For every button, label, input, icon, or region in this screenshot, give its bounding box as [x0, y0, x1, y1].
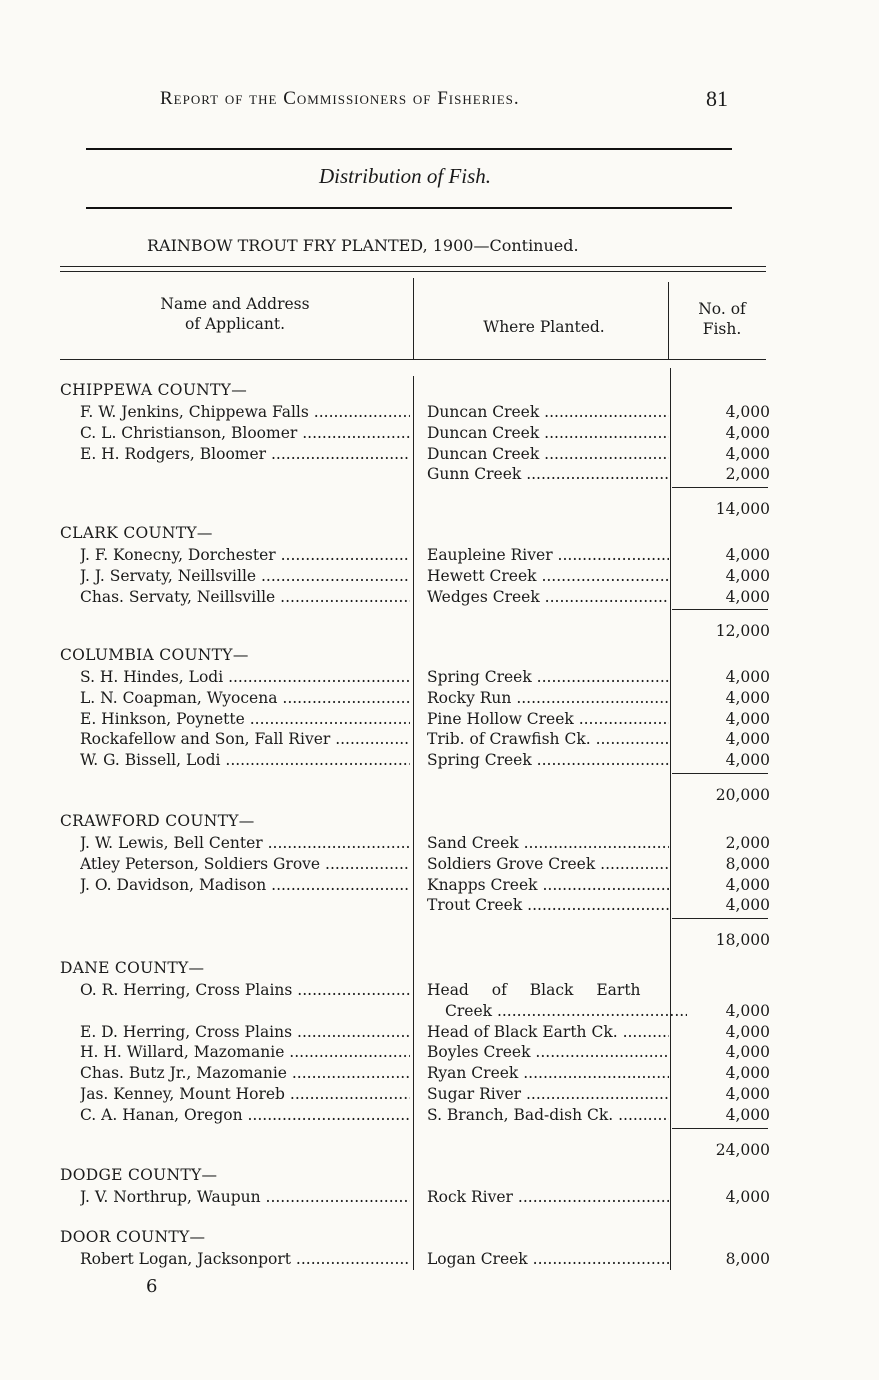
fish-count: 4,000 [725, 1188, 770, 1206]
planting-location-text: Head of Black Earth Ck. [427, 1022, 618, 1041]
county-total: 12,000 [715, 622, 770, 641]
planting-location [427, 1105, 669, 1125]
applicant-name-text: W. G. Bissell, Lodi [80, 751, 221, 770]
planting-location-text: Sugar River [427, 1085, 522, 1103]
fish-count: 4,000 [725, 444, 770, 463]
table-top-rule [60, 266, 766, 267]
applicant-name [80, 1084, 410, 1104]
planting-location-text: Head of Black Earth [427, 981, 641, 999]
applicant-name-text: Jas. Kenney, Mount Horeb [80, 1085, 285, 1103]
planting-location [427, 1084, 669, 1104]
applicant-name-text: J. J. Servaty, Neillsville [80, 566, 257, 585]
running-header-title: Report of the Commissioners of Fisheries. [160, 88, 520, 109]
applicant-name-text: C. A. Hanan, Oregon [80, 1105, 243, 1124]
planting-location [427, 545, 669, 565]
applicant-name-text: E. D. Herring, Cross Plains [80, 1022, 293, 1041]
applicant-name [80, 1022, 410, 1042]
column-header-applicant-line1: Name and Address [160, 295, 310, 313]
planting-location-text: Wedges Creek [427, 587, 540, 606]
applicant-name-text: C. L. Christianson, Bloomer [80, 423, 298, 442]
county-heading: CHIPPEWA COUNTY— [60, 381, 248, 399]
fish-count: 4,000 [725, 1043, 770, 1062]
subtotal-rule [672, 918, 768, 919]
applicant-name [80, 545, 410, 565]
county-heading: COLUMBIA COUNTY— [60, 646, 249, 664]
applicant-name [80, 444, 410, 464]
planting-location [427, 464, 669, 484]
subtotal-rule [672, 773, 768, 774]
column-header-fish-line1: No. of [698, 300, 746, 318]
planting-location-text: Spring Creek [427, 751, 532, 770]
applicant-name-text: J. F. Konecny, Dorchester [80, 546, 276, 564]
column-header-fish-line2: Fish. [702, 320, 742, 338]
applicant-name-text: J. W. Lewis, Bell Center [80, 834, 263, 852]
applicant-name [80, 750, 410, 770]
applicant-name [80, 1042, 410, 1062]
applicant-name-text: J. O. Davidson, Madison [80, 875, 267, 894]
county-total: 18,000 [715, 931, 770, 950]
planting-location [427, 750, 669, 770]
planting-location [427, 854, 669, 874]
planting-location-text: S. Branch, Bad-dish Ck. [427, 1105, 614, 1124]
planting-location [427, 1187, 669, 1207]
planting-location-text: Spring Creek [427, 668, 532, 686]
subtotal-rule [672, 487, 768, 488]
planting-location-text: Duncan Creek [427, 423, 540, 442]
planting-location-text: Creek [445, 1001, 493, 1020]
fish-count: 4,000 [725, 403, 770, 421]
applicant-name-text: Chas. Butz Jr., Mazomanie [80, 1064, 287, 1083]
fish-count: 4,000 [725, 546, 770, 564]
planting-location [427, 1249, 669, 1269]
subtotal-rule [672, 1128, 768, 1129]
applicant-name [80, 587, 410, 607]
applicant-name [80, 1105, 410, 1125]
applicant-name [80, 833, 410, 853]
applicant-name [80, 980, 410, 1000]
applicant-name-text: L. N. Coapman, Wyocena [80, 688, 278, 707]
fish-count: 8,000 [725, 854, 770, 873]
table-top-rule-2 [60, 271, 766, 272]
planting-location-text: Eaupleine River [427, 546, 553, 564]
fish-count: 4,000 [725, 1085, 770, 1103]
page-number: 81 [706, 86, 728, 111]
signature-mark: 6 [146, 1276, 158, 1297]
column-divider-head-1 [413, 278, 414, 359]
planting-location-text: Knapps Creek [427, 875, 538, 894]
column-header-applicant [90, 294, 380, 334]
county-heading: DOOR COUNTY— [60, 1228, 206, 1246]
planting-location [427, 566, 669, 586]
planting-location [427, 1063, 669, 1083]
planting-location [427, 587, 669, 607]
planting-location-text: Duncan Creek [427, 403, 540, 421]
planting-location-text: Trout Creek [427, 896, 523, 915]
fish-count: 4,000 [725, 709, 770, 728]
planting-location [427, 688, 669, 708]
table-title: RAINBOW TROUT FRY PLANTED, 1900—Continued. [147, 236, 579, 255]
county-heading: DODGE COUNTY— [60, 1166, 218, 1184]
planting-location-text: Soldiers Grove Creek [427, 854, 596, 873]
fish-count: 4,000 [725, 1105, 770, 1124]
applicant-name-text: E. H. Rodgers, Bloomer [80, 444, 267, 463]
fish-count: 4,000 [725, 668, 770, 686]
planting-location [427, 833, 669, 853]
header-rule-top [86, 148, 732, 150]
applicant-name [80, 402, 410, 422]
county-total: 24,000 [715, 1140, 770, 1159]
planting-location [427, 667, 669, 687]
applicant-name-text: S. H. Hindes, Lodi [80, 668, 224, 686]
planting-location-text: Rock River [427, 1188, 513, 1206]
fish-count: 4,000 [725, 688, 770, 707]
fish-count: 4,000 [725, 1022, 770, 1041]
applicant-name-text: Robert Logan, Jacksonport [80, 1250, 291, 1268]
applicant-name [80, 875, 410, 895]
fish-count: 4,000 [725, 587, 770, 606]
county-total: 14,000 [715, 500, 770, 519]
applicant-name [80, 1249, 410, 1269]
planting-location-text: Logan Creek [427, 1250, 528, 1268]
fish-count: 4,000 [725, 1001, 770, 1020]
column-divider-body-2 [670, 368, 671, 1270]
fish-count: 2,000 [725, 834, 770, 852]
planting-location [427, 895, 669, 915]
column-header-applicant-line2: of Applicant. [184, 315, 285, 333]
planting-location [427, 423, 669, 443]
fish-count: 4,000 [725, 875, 770, 894]
planting-location-text: Rocky Run [427, 688, 512, 707]
planting-location-text: Duncan Creek [427, 444, 540, 463]
fish-count: 4,000 [725, 751, 770, 770]
planting-location [427, 729, 669, 749]
planting-location [427, 980, 669, 1000]
applicant-name-text: H. H. Willard, Mazomanie [80, 1043, 285, 1062]
applicant-name [80, 688, 410, 708]
planting-location [427, 402, 669, 422]
planting-location [427, 709, 669, 729]
applicant-name [80, 566, 410, 586]
planting-location-text: Hewett Creek [427, 566, 537, 585]
column-header-where: Where Planted. [483, 318, 605, 336]
column-header-fish [672, 299, 772, 339]
planting-location-text: Gunn Creek [427, 465, 522, 484]
section-subtitle: Distribution of Fish. [318, 164, 492, 188]
planting-location-text: Trib. of Crawfish Ck. [427, 730, 591, 749]
fish-count: 4,000 [725, 730, 770, 749]
fish-count: 4,000 [725, 566, 770, 585]
applicant-name-text: Chas. Servaty, Neillsville [80, 587, 276, 606]
county-total: 20,000 [715, 786, 770, 804]
fish-count: 4,000 [725, 896, 770, 915]
planting-location [427, 875, 669, 895]
applicant-name-text: J. V. Northrup, Waupun [80, 1188, 261, 1206]
county-heading: DANE COUNTY— [60, 959, 205, 977]
planting-location-text: Boyles Creek [427, 1043, 531, 1062]
column-header-rule [60, 359, 766, 360]
planting-location [427, 1022, 669, 1042]
applicant-name [80, 854, 410, 874]
planting-location-text: Pine Hollow Creek [427, 709, 574, 728]
planting-location-text: Ryan Creek [427, 1064, 519, 1083]
fish-count: 8,000 [725, 1250, 770, 1268]
fish-count: 2,000 [725, 465, 770, 484]
planting-location [427, 1042, 669, 1062]
subtotal-rule [672, 609, 768, 610]
county-heading: CLARK COUNTY— [60, 524, 213, 542]
applicant-name-text: Atley Peterson, Soldiers Grove [80, 854, 321, 873]
applicant-name [80, 729, 410, 749]
applicant-name-text: F. W. Jenkins, Chippewa Falls [80, 403, 309, 421]
column-divider-body-1 [413, 376, 414, 1270]
fish-count: 4,000 [725, 423, 770, 442]
applicant-name-text: O. R. Herring, Cross Plains [80, 981, 293, 999]
applicant-name [80, 423, 410, 443]
applicant-name [80, 667, 410, 687]
planting-location [427, 444, 669, 464]
planting-location [445, 1001, 687, 1021]
header-rule-bottom [86, 207, 732, 209]
fish-count: 4,000 [725, 1064, 770, 1083]
applicant-name [80, 1063, 410, 1083]
applicant-name [80, 1187, 410, 1207]
applicant-name-text: Rockafellow and Son, Fall River [80, 730, 331, 749]
applicant-name-text: E. Hinkson, Poynette [80, 709, 245, 728]
column-divider-head-2 [668, 282, 669, 359]
county-heading: CRAWFORD COUNTY— [60, 812, 255, 830]
planting-location-text: Sand Creek [427, 834, 519, 852]
applicant-name [80, 709, 410, 729]
